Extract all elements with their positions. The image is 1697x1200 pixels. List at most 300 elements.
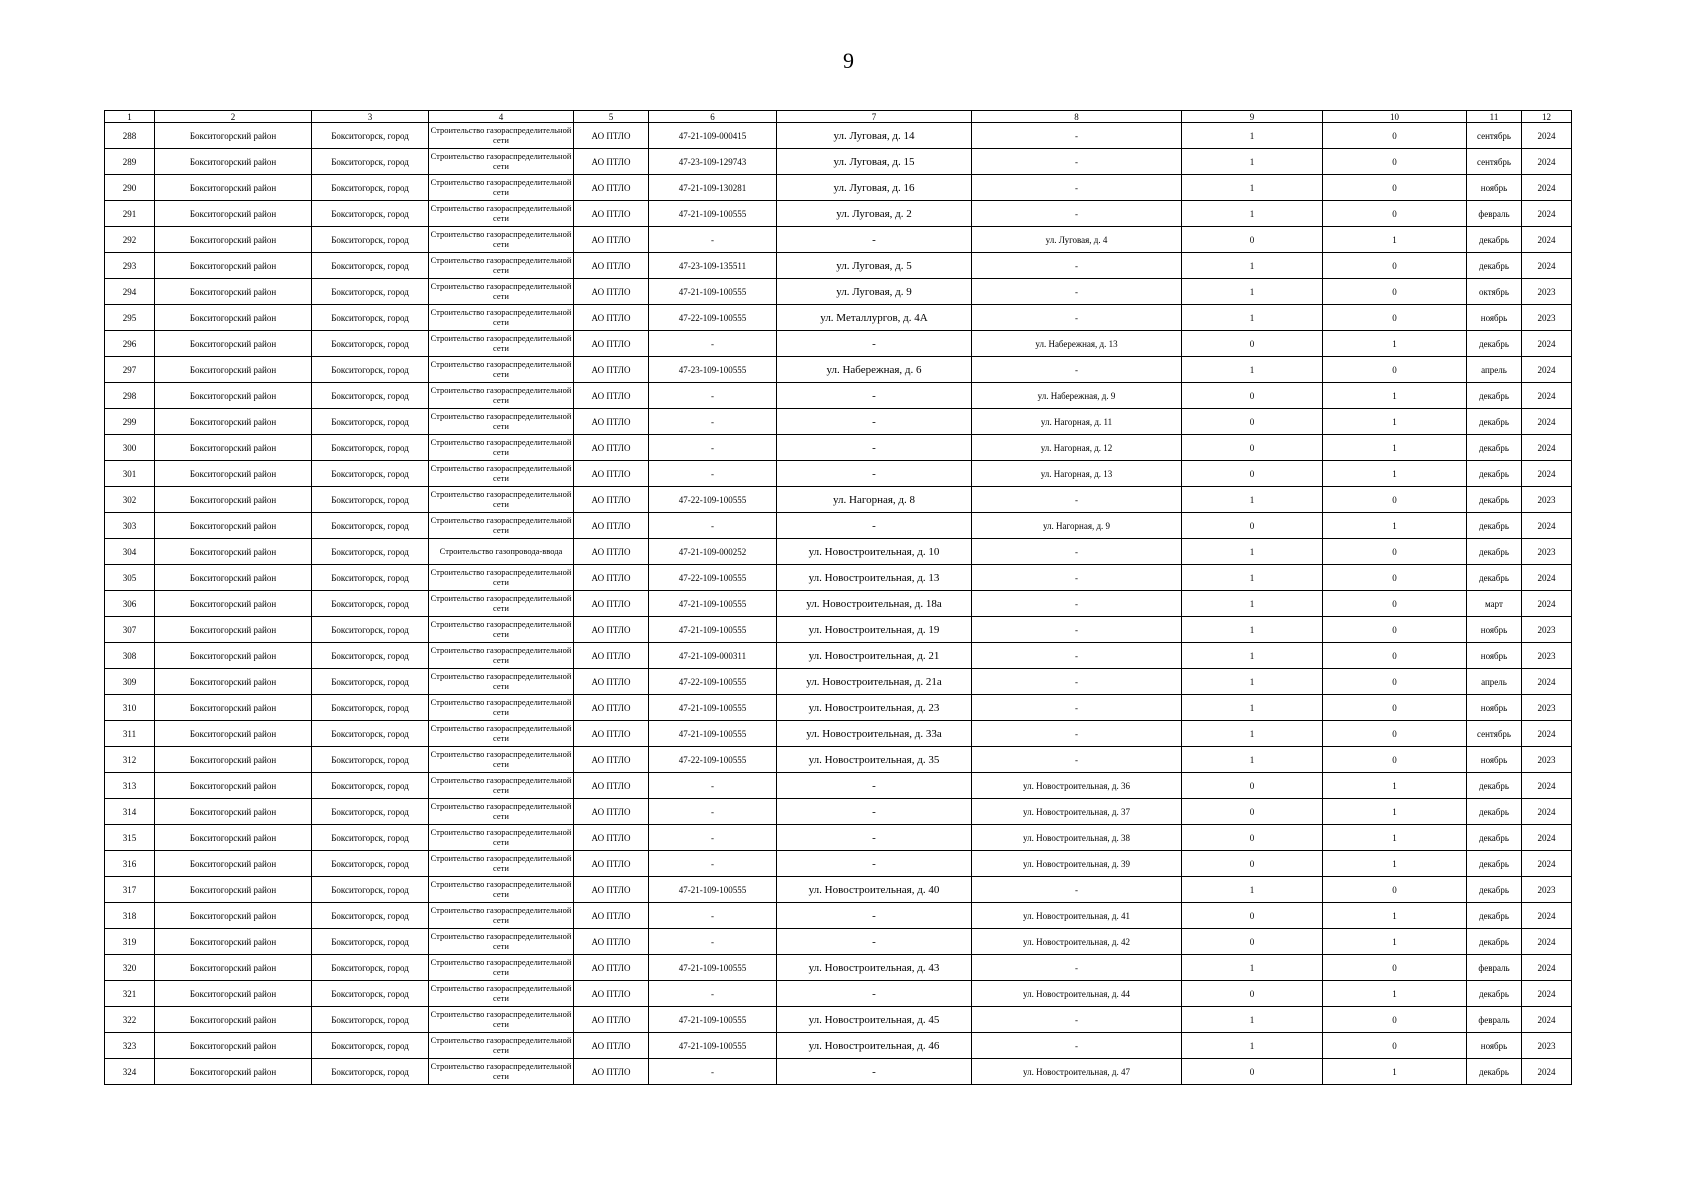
district-cell: Бокситогорский район: [155, 123, 312, 149]
cadastral-number-cell: -: [649, 383, 777, 409]
settlement-cell: Бокситогорск, город: [312, 1033, 429, 1059]
district-cell: Бокситогорский район: [155, 1059, 312, 1085]
district-cell: Бокситогорский район: [155, 409, 312, 435]
planned-address-cell: -: [972, 591, 1182, 617]
organization-cell: АО ПТЛО: [574, 955, 649, 981]
cadastral-number-cell: 47-21-109-100555: [649, 695, 777, 721]
address-cell: ул. Новостроительная, д. 46: [777, 1033, 972, 1059]
count-b-cell: 0: [1323, 201, 1467, 227]
count-b-cell: 1: [1323, 773, 1467, 799]
cadastral-number-cell: 47-21-109-100555: [649, 955, 777, 981]
table-row: [105, 201, 1572, 227]
planned-address-cell: -: [972, 175, 1182, 201]
count-b-cell: 1: [1323, 799, 1467, 825]
cadastral-number-cell: 47-22-109-100555: [649, 305, 777, 331]
address-cell: ул. Новостроительная, д. 18а: [777, 591, 972, 617]
work-type-cell: Строительство газораспределительной сети: [429, 305, 574, 331]
cadastral-number-cell: -: [649, 227, 777, 253]
district-cell: Бокситогорский район: [155, 591, 312, 617]
cadastral-number-cell: 47-21-109-100555: [649, 201, 777, 227]
settlement-cell: Бокситогорск, город: [312, 487, 429, 513]
address-cell: ул. Луговая, д. 14: [777, 123, 972, 149]
planned-address-cell: ул. Новостроительная, д. 38: [972, 825, 1182, 851]
cadastral-number-cell: -: [649, 903, 777, 929]
settlement-cell: Бокситогорск, город: [312, 825, 429, 851]
settlement-cell: Бокситогорск, город: [312, 591, 429, 617]
row-number-cell: 324: [105, 1059, 155, 1085]
table-row: [105, 253, 1572, 279]
work-type-cell: Строительство газораспределительной сети: [429, 565, 574, 591]
count-a-cell: 0: [1182, 383, 1323, 409]
count-a-cell: 0: [1182, 799, 1323, 825]
address-cell: ул. Луговая, д. 9: [777, 279, 972, 305]
month-cell: март: [1467, 591, 1522, 617]
month-cell: декабрь: [1467, 1059, 1522, 1085]
table-row: [105, 331, 1572, 357]
month-cell: ноябрь: [1467, 305, 1522, 331]
row-number-cell: 294: [105, 279, 155, 305]
table-row: [105, 695, 1572, 721]
table-row: [105, 149, 1572, 175]
work-type-cell: Строительство газораспределительной сети: [429, 253, 574, 279]
planned-address-cell: -: [972, 955, 1182, 981]
month-cell: декабрь: [1467, 799, 1522, 825]
cadastral-number-cell: -: [649, 825, 777, 851]
address-cell: ул. Новостроительная, д. 43: [777, 955, 972, 981]
count-a-cell: 1: [1182, 591, 1323, 617]
address-cell: -: [777, 331, 972, 357]
column-header: 11: [1467, 111, 1522, 123]
row-number-cell: 289: [105, 149, 155, 175]
district-cell: Бокситогорский район: [155, 773, 312, 799]
count-a-cell: 0: [1182, 929, 1323, 955]
table-row: [105, 357, 1572, 383]
planned-address-cell: ул. Новостроительная, д. 41: [972, 903, 1182, 929]
planned-address-cell: -: [972, 617, 1182, 643]
year-cell: 2024: [1522, 1007, 1572, 1033]
work-type-cell: Строительство газораспределительной сети: [429, 851, 574, 877]
settlement-cell: Бокситогорск, город: [312, 981, 429, 1007]
table-row: [105, 747, 1572, 773]
count-a-cell: 0: [1182, 903, 1323, 929]
table-row: [105, 487, 1572, 513]
cadastral-number-cell: 47-21-109-100555: [649, 1033, 777, 1059]
count-a-cell: 1: [1182, 201, 1323, 227]
district-cell: Бокситогорский район: [155, 227, 312, 253]
count-b-cell: 0: [1323, 643, 1467, 669]
count-b-cell: 0: [1323, 669, 1467, 695]
planned-address-cell: -: [972, 487, 1182, 513]
month-cell: апрель: [1467, 669, 1522, 695]
count-b-cell: 1: [1323, 331, 1467, 357]
organization-cell: АО ПТЛО: [574, 539, 649, 565]
count-a-cell: 1: [1182, 123, 1323, 149]
address-cell: ул. Новостроительная, д. 45: [777, 1007, 972, 1033]
organization-cell: АО ПТЛО: [574, 695, 649, 721]
table-row: [105, 617, 1572, 643]
settlement-cell: Бокситогорск, город: [312, 747, 429, 773]
organization-cell: АО ПТЛО: [574, 123, 649, 149]
table-row: [105, 721, 1572, 747]
year-cell: 2024: [1522, 227, 1572, 253]
month-cell: декабрь: [1467, 565, 1522, 591]
district-cell: Бокситогорский район: [155, 1033, 312, 1059]
count-b-cell: 1: [1323, 461, 1467, 487]
month-cell: ноябрь: [1467, 747, 1522, 773]
district-cell: Бокситогорский район: [155, 175, 312, 201]
year-cell: 2024: [1522, 981, 1572, 1007]
organization-cell: АО ПТЛО: [574, 175, 649, 201]
cadastral-number-cell: -: [649, 1059, 777, 1085]
settlement-cell: Бокситогорск, город: [312, 955, 429, 981]
work-type-cell: Строительство газораспределительной сети: [429, 669, 574, 695]
year-cell: 2023: [1522, 1033, 1572, 1059]
month-cell: декабрь: [1467, 331, 1522, 357]
month-cell: декабрь: [1467, 903, 1522, 929]
district-cell: Бокситогорский район: [155, 617, 312, 643]
month-cell: ноябрь: [1467, 643, 1522, 669]
row-number-cell: 301: [105, 461, 155, 487]
address-cell: ул. Новостроительная, д. 35: [777, 747, 972, 773]
count-b-cell: 0: [1323, 279, 1467, 305]
year-cell: 2023: [1522, 695, 1572, 721]
planned-address-cell: -: [972, 305, 1182, 331]
settlement-cell: Бокситогорск, город: [312, 123, 429, 149]
count-b-cell: 1: [1323, 409, 1467, 435]
row-number-cell: 308: [105, 643, 155, 669]
district-cell: Бокситогорский район: [155, 747, 312, 773]
address-cell: -: [777, 383, 972, 409]
work-type-cell: Строительство газораспределительной сети: [429, 747, 574, 773]
organization-cell: АО ПТЛО: [574, 773, 649, 799]
cadastral-number-cell: 47-23-109-129743: [649, 149, 777, 175]
cadastral-number-cell: 47-22-109-100555: [649, 669, 777, 695]
year-cell: 2023: [1522, 279, 1572, 305]
count-b-cell: 0: [1323, 1033, 1467, 1059]
work-type-cell: Строительство газораспределительной сети: [429, 227, 574, 253]
work-type-cell: Строительство газораспределительной сети: [429, 149, 574, 175]
count-a-cell: 1: [1182, 643, 1323, 669]
organization-cell: АО ПТЛО: [574, 747, 649, 773]
count-b-cell: 1: [1323, 981, 1467, 1007]
month-cell: ноябрь: [1467, 175, 1522, 201]
column-header: 2: [155, 111, 312, 123]
row-number-cell: 317: [105, 877, 155, 903]
cadastral-number-cell: -: [649, 773, 777, 799]
month-cell: декабрь: [1467, 435, 1522, 461]
row-number-cell: 320: [105, 955, 155, 981]
table-row: [105, 383, 1572, 409]
organization-cell: АО ПТЛО: [574, 487, 649, 513]
district-cell: Бокситогорский район: [155, 851, 312, 877]
row-number-cell: 309: [105, 669, 155, 695]
count-a-cell: 0: [1182, 461, 1323, 487]
settlement-cell: Бокситогорск, город: [312, 721, 429, 747]
cadastral-number-cell: 47-21-109-000311: [649, 643, 777, 669]
district-cell: Бокситогорский район: [155, 253, 312, 279]
count-a-cell: 0: [1182, 435, 1323, 461]
month-cell: декабрь: [1467, 929, 1522, 955]
header-row: [105, 111, 1572, 123]
district-cell: Бокситогорский район: [155, 513, 312, 539]
row-number-cell: 288: [105, 123, 155, 149]
count-b-cell: 0: [1323, 695, 1467, 721]
cadastral-number-cell: 47-21-109-130281: [649, 175, 777, 201]
count-b-cell: 0: [1323, 539, 1467, 565]
table-row: [105, 929, 1572, 955]
address-cell: ул. Новостроительная, д. 10: [777, 539, 972, 565]
table-row: [105, 175, 1572, 201]
column-header: 9: [1182, 111, 1323, 123]
month-cell: декабрь: [1467, 825, 1522, 851]
year-cell: 2024: [1522, 929, 1572, 955]
cadastral-number-cell: 47-21-109-100555: [649, 1007, 777, 1033]
count-a-cell: 1: [1182, 721, 1323, 747]
month-cell: ноябрь: [1467, 1033, 1522, 1059]
count-b-cell: 0: [1323, 175, 1467, 201]
count-a-cell: 1: [1182, 253, 1323, 279]
month-cell: ноябрь: [1467, 617, 1522, 643]
organization-cell: АО ПТЛО: [574, 201, 649, 227]
address-cell: ул. Новостроительная, д. 21а: [777, 669, 972, 695]
work-type-cell: Строительство газораспределительной сети: [429, 617, 574, 643]
table-row: [105, 773, 1572, 799]
work-type-cell: Строительство газораспределительной сети: [429, 903, 574, 929]
month-cell: сентябрь: [1467, 721, 1522, 747]
planned-address-cell: -: [972, 747, 1182, 773]
work-type-cell: Строительство газораспределительной сети: [429, 435, 574, 461]
district-cell: Бокситогорский район: [155, 825, 312, 851]
address-cell: ул. Металлургов, д. 4А: [777, 305, 972, 331]
work-type-cell: Строительство газораспределительной сети: [429, 201, 574, 227]
year-cell: 2023: [1522, 877, 1572, 903]
planned-address-cell: ул. Новостроительная, д. 47: [972, 1059, 1182, 1085]
count-a-cell: 0: [1182, 1059, 1323, 1085]
month-cell: апрель: [1467, 357, 1522, 383]
address-cell: ул. Новостроительная, д. 13: [777, 565, 972, 591]
district-cell: Бокситогорский район: [155, 877, 312, 903]
settlement-cell: Бокситогорск, город: [312, 435, 429, 461]
settlement-cell: Бокситогорск, город: [312, 149, 429, 175]
work-type-cell: Строительство газораспределительной сети: [429, 591, 574, 617]
count-b-cell: 1: [1323, 227, 1467, 253]
column-header: 12: [1522, 111, 1572, 123]
row-number-cell: 297: [105, 357, 155, 383]
year-cell: 2024: [1522, 1059, 1572, 1085]
row-number-cell: 296: [105, 331, 155, 357]
work-type-cell: Строительство газораспределительной сети: [429, 1007, 574, 1033]
year-cell: 2024: [1522, 565, 1572, 591]
cadastral-number-cell: 47-21-109-000415: [649, 123, 777, 149]
month-cell: декабрь: [1467, 409, 1522, 435]
row-number-cell: 305: [105, 565, 155, 591]
planned-address-cell: -: [972, 539, 1182, 565]
month-cell: декабрь: [1467, 253, 1522, 279]
table-row: [105, 305, 1572, 331]
settlement-cell: Бокситогорск, город: [312, 331, 429, 357]
column-header: 3: [312, 111, 429, 123]
month-cell: декабрь: [1467, 981, 1522, 1007]
settlement-cell: Бокситогорск, город: [312, 383, 429, 409]
organization-cell: АО ПТЛО: [574, 929, 649, 955]
organization-cell: АО ПТЛО: [574, 617, 649, 643]
count-a-cell: 1: [1182, 279, 1323, 305]
table-row: [105, 955, 1572, 981]
cadastral-number-cell: 47-21-109-100555: [649, 591, 777, 617]
district-cell: Бокситогорский район: [155, 669, 312, 695]
row-number-cell: 319: [105, 929, 155, 955]
cadastral-number-cell: -: [649, 929, 777, 955]
district-cell: Бокситогорский район: [155, 955, 312, 981]
settlement-cell: Бокситогорск, город: [312, 643, 429, 669]
address-cell: ул. Луговая, д. 5: [777, 253, 972, 279]
count-b-cell: 1: [1323, 903, 1467, 929]
month-cell: декабрь: [1467, 461, 1522, 487]
gasification-table: [104, 110, 1572, 1085]
organization-cell: АО ПТЛО: [574, 851, 649, 877]
month-cell: декабрь: [1467, 513, 1522, 539]
organization-cell: АО ПТЛО: [574, 981, 649, 1007]
year-cell: 2024: [1522, 825, 1572, 851]
count-b-cell: 0: [1323, 149, 1467, 175]
planned-address-cell: ул. Новостроительная, д. 44: [972, 981, 1182, 1007]
month-cell: декабрь: [1467, 877, 1522, 903]
year-cell: 2024: [1522, 773, 1572, 799]
district-cell: Бокситогорский район: [155, 721, 312, 747]
address-cell: -: [777, 513, 972, 539]
count-a-cell: 1: [1182, 565, 1323, 591]
settlement-cell: Бокситогорск, город: [312, 617, 429, 643]
year-cell: 2023: [1522, 747, 1572, 773]
year-cell: 2023: [1522, 539, 1572, 565]
count-a-cell: 1: [1182, 1007, 1323, 1033]
cadastral-number-cell: 47-21-109-100555: [649, 721, 777, 747]
address-cell: -: [777, 825, 972, 851]
count-a-cell: 1: [1182, 305, 1323, 331]
table-row: [105, 565, 1572, 591]
cadastral-number-cell: -: [649, 331, 777, 357]
count-a-cell: 1: [1182, 877, 1323, 903]
column-header: 4: [429, 111, 574, 123]
row-number-cell: 321: [105, 981, 155, 1007]
row-number-cell: 302: [105, 487, 155, 513]
table-row: [105, 669, 1572, 695]
planned-address-cell: -: [972, 253, 1182, 279]
planned-address-cell: -: [972, 721, 1182, 747]
district-cell: Бокситогорский район: [155, 383, 312, 409]
address-cell: -: [777, 903, 972, 929]
row-number-cell: 316: [105, 851, 155, 877]
cadastral-number-cell: 47-21-109-100555: [649, 617, 777, 643]
organization-cell: АО ПТЛО: [574, 1007, 649, 1033]
organization-cell: АО ПТЛО: [574, 331, 649, 357]
cadastral-number-cell: -: [649, 799, 777, 825]
month-cell: декабрь: [1467, 773, 1522, 799]
cadastral-number-cell: -: [649, 435, 777, 461]
count-b-cell: 0: [1323, 955, 1467, 981]
planned-address-cell: -: [972, 565, 1182, 591]
row-number-cell: 315: [105, 825, 155, 851]
work-type-cell: Строительство газопровода-ввода: [429, 539, 574, 565]
cadastral-number-cell: 47-21-109-100555: [649, 877, 777, 903]
planned-address-cell: ул. Луговая, д. 4: [972, 227, 1182, 253]
year-cell: 2024: [1522, 851, 1572, 877]
address-cell: ул. Набережная, д. 6: [777, 357, 972, 383]
planned-address-cell: ул. Нагорная, д. 9: [972, 513, 1182, 539]
table-row: [105, 1007, 1572, 1033]
address-cell: -: [777, 773, 972, 799]
address-cell: ул. Нагорная, д. 8: [777, 487, 972, 513]
table-row: [105, 539, 1572, 565]
count-a-cell: 0: [1182, 825, 1323, 851]
settlement-cell: Бокситогорск, город: [312, 851, 429, 877]
address-cell: ул. Луговая, д. 2: [777, 201, 972, 227]
count-b-cell: 0: [1323, 123, 1467, 149]
year-cell: 2024: [1522, 955, 1572, 981]
planned-address-cell: ул. Набережная, д. 13: [972, 331, 1182, 357]
work-type-cell: Строительство газораспределительной сети: [429, 383, 574, 409]
year-cell: 2024: [1522, 253, 1572, 279]
organization-cell: АО ПТЛО: [574, 643, 649, 669]
address-cell: -: [777, 799, 972, 825]
year-cell: 2024: [1522, 799, 1572, 825]
work-type-cell: Строительство газораспределительной сети: [429, 643, 574, 669]
planned-address-cell: ул. Новостроительная, д. 36: [972, 773, 1182, 799]
settlement-cell: Бокситогорск, город: [312, 227, 429, 253]
month-cell: декабрь: [1467, 539, 1522, 565]
settlement-cell: Бокситогорск, город: [312, 1059, 429, 1085]
district-cell: Бокситогорский район: [155, 279, 312, 305]
district-cell: Бокситогорский район: [155, 643, 312, 669]
cadastral-number-cell: 47-23-109-100555: [649, 357, 777, 383]
table-row: [105, 123, 1572, 149]
row-number-cell: 314: [105, 799, 155, 825]
column-header: 8: [972, 111, 1182, 123]
count-a-cell: 1: [1182, 747, 1323, 773]
planned-address-cell: -: [972, 357, 1182, 383]
month-cell: декабрь: [1467, 851, 1522, 877]
count-b-cell: 1: [1323, 825, 1467, 851]
table-row: [105, 513, 1572, 539]
settlement-cell: Бокситогорск, город: [312, 279, 429, 305]
column-header: 6: [649, 111, 777, 123]
row-number-cell: 304: [105, 539, 155, 565]
row-number-cell: 292: [105, 227, 155, 253]
count-a-cell: 1: [1182, 487, 1323, 513]
table-row: [105, 981, 1572, 1007]
planned-address-cell: -: [972, 1007, 1182, 1033]
month-cell: декабрь: [1467, 227, 1522, 253]
column-header: 1: [105, 111, 155, 123]
planned-address-cell: -: [972, 643, 1182, 669]
count-a-cell: 0: [1182, 227, 1323, 253]
address-cell: ул. Новостроительная, д. 33а: [777, 721, 972, 747]
address-cell: -: [777, 851, 972, 877]
planned-address-cell: ул. Новостроительная, д. 42: [972, 929, 1182, 955]
year-cell: 2023: [1522, 487, 1572, 513]
table-row: [105, 435, 1572, 461]
count-a-cell: 1: [1182, 175, 1323, 201]
table-row: [105, 591, 1572, 617]
settlement-cell: Бокситогорск, город: [312, 461, 429, 487]
month-cell: декабрь: [1467, 383, 1522, 409]
work-type-cell: Строительство газораспределительной сети: [429, 175, 574, 201]
count-b-cell: 1: [1323, 513, 1467, 539]
count-b-cell: 0: [1323, 617, 1467, 643]
row-number-cell: 298: [105, 383, 155, 409]
cadastral-number-cell: 47-22-109-100555: [649, 747, 777, 773]
district-cell: Бокситогорский район: [155, 695, 312, 721]
